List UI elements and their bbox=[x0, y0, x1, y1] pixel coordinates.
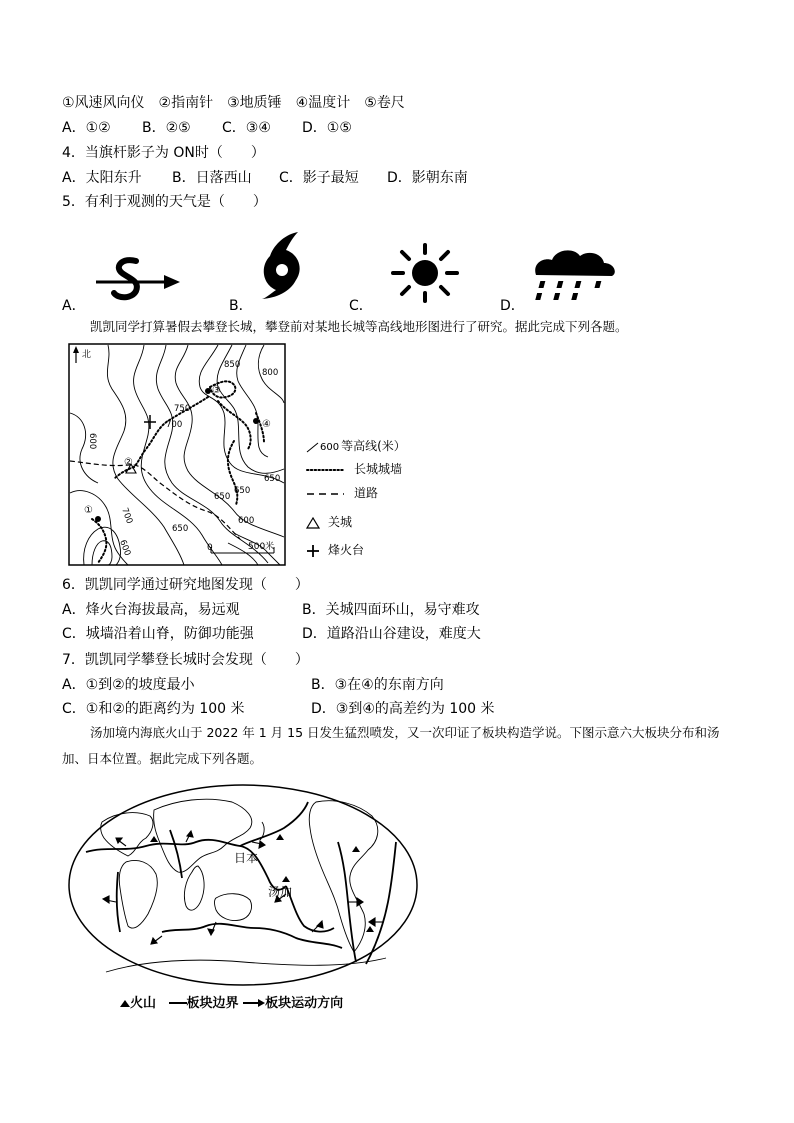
legend-fort: 关城 bbox=[306, 513, 352, 530]
svg-text:①: ① bbox=[84, 505, 93, 516]
motion-arrow-icon bbox=[243, 999, 265, 1007]
q7-stem: 7．凯凯同学攀登长城时会发现（ ） bbox=[62, 652, 309, 668]
q3-option-d[interactable]: D．①⑤ bbox=[302, 120, 352, 136]
q6-option-d[interactable]: D．道路沿山谷建设，难度大 bbox=[302, 626, 481, 642]
q5-option-c[interactable]: C． bbox=[349, 298, 373, 314]
svg-text:800: 800 bbox=[262, 368, 279, 378]
svg-text:700: 700 bbox=[166, 420, 183, 430]
q3-option-b[interactable]: B．②⑤ bbox=[142, 120, 191, 136]
contour-line-icon bbox=[306, 441, 320, 453]
q4-option-d[interactable]: D．影朝东南 bbox=[387, 170, 468, 186]
legend-road: 道路 bbox=[306, 484, 378, 501]
q6-option-c[interactable]: C．城墙沿着山脊，防御功能强 bbox=[62, 626, 254, 642]
svg-text:③: ③ bbox=[212, 385, 221, 396]
boundary-line-icon bbox=[169, 999, 187, 1007]
q4-stem: 4．当旗杆影子为 ON时（ ） bbox=[62, 145, 265, 161]
q6-stem: 6．凯凯同学通过研究地图发现（ ） bbox=[62, 577, 309, 593]
svg-text:600: 600 bbox=[87, 433, 97, 450]
legend-wall: 长城城墙 bbox=[306, 460, 402, 477]
north-label: 北 bbox=[82, 350, 92, 360]
fort-icon bbox=[306, 517, 320, 529]
svg-text:0: 0 bbox=[207, 543, 213, 553]
svg-text:650: 650 bbox=[264, 474, 281, 484]
plate-map-legend: 火山 板块边界 板块运动方向 bbox=[120, 992, 343, 1011]
plate-map bbox=[66, 782, 420, 988]
volcano-icon bbox=[120, 999, 130, 1007]
sunny-symbol-icon bbox=[385, 243, 465, 303]
svg-text:750: 750 bbox=[174, 404, 191, 414]
q3-option-c[interactable]: C．③④ bbox=[222, 120, 271, 136]
q6-option-b[interactable]: B．关城四面环山，易守难攻 bbox=[302, 602, 480, 618]
wall-line-icon bbox=[306, 466, 346, 474]
svg-text:600: 600 bbox=[117, 538, 133, 558]
svg-text:600: 600 bbox=[238, 516, 255, 526]
svg-text:650: 650 bbox=[234, 486, 251, 496]
q6-option-a[interactable]: A．烽火台海拔最高，易远观 bbox=[62, 602, 240, 618]
q5-option-d[interactable]: D． bbox=[500, 298, 525, 314]
q7-option-c[interactable]: C．①和②的距离约为 100 米 bbox=[62, 701, 245, 717]
legend-beacon: 烽火台 bbox=[306, 541, 364, 558]
wind-symbol-icon bbox=[92, 255, 184, 305]
beacon-tower-icon bbox=[306, 544, 320, 558]
passage-great-wall: 凯凯同学打算暑假去攀登长城，攀登前对某地长城等高线地形图进行了研究。据此完成下列各题。 bbox=[90, 319, 628, 334]
svg-text:②: ② bbox=[124, 457, 133, 468]
legend-contour: 600 等高线(米） bbox=[306, 437, 406, 454]
contour-map bbox=[68, 343, 286, 566]
svg-text:650: 650 bbox=[214, 492, 231, 502]
q5-option-a[interactable]: A． bbox=[62, 298, 86, 314]
q4-option-b[interactable]: B．日落西山 bbox=[172, 170, 252, 186]
q7-option-a[interactable]: A．①到②的坡度最小 bbox=[62, 677, 195, 693]
q5-stem: 5．有利于观测的天气是（ ） bbox=[62, 194, 267, 210]
q7-option-d[interactable]: D．③到④的高差约为 100 米 bbox=[311, 701, 495, 717]
svg-text:850: 850 bbox=[224, 360, 241, 370]
q3-items: ①风速风向仪 ②指南针 ③地质锤 ④温度计 ⑤卷尺 bbox=[62, 95, 405, 111]
passage-tonga: 汤加境内海底火山于 2022 年 1 月 15 日发生猛烈喷发，又一次印证了板块构造学说。下图示意六大板块分布和汤加、日本位置。据此完成下列各题。 bbox=[62, 725, 720, 766]
q7-option-b[interactable]: B．③在④的东南方向 bbox=[311, 677, 444, 693]
svg-text:500米: 500米 bbox=[248, 542, 275, 552]
svg-text:④: ④ bbox=[262, 419, 271, 430]
svg-text:700: 700 bbox=[119, 506, 135, 526]
road-line-icon bbox=[306, 490, 346, 498]
q5-option-b[interactable]: B． bbox=[229, 298, 253, 314]
rain-symbol-icon bbox=[530, 245, 620, 303]
typhoon-symbol-icon bbox=[256, 230, 306, 300]
svg-text:650: 650 bbox=[172, 524, 189, 534]
q3-option-a[interactable]: A．①② bbox=[62, 120, 111, 136]
q4-option-c[interactable]: C．影子最短 bbox=[279, 170, 359, 186]
tonga-label: 汤加 bbox=[268, 885, 293, 899]
japan-label: 日本 bbox=[234, 851, 259, 865]
q4-option-a[interactable]: A．太阳东升 bbox=[62, 170, 142, 186]
